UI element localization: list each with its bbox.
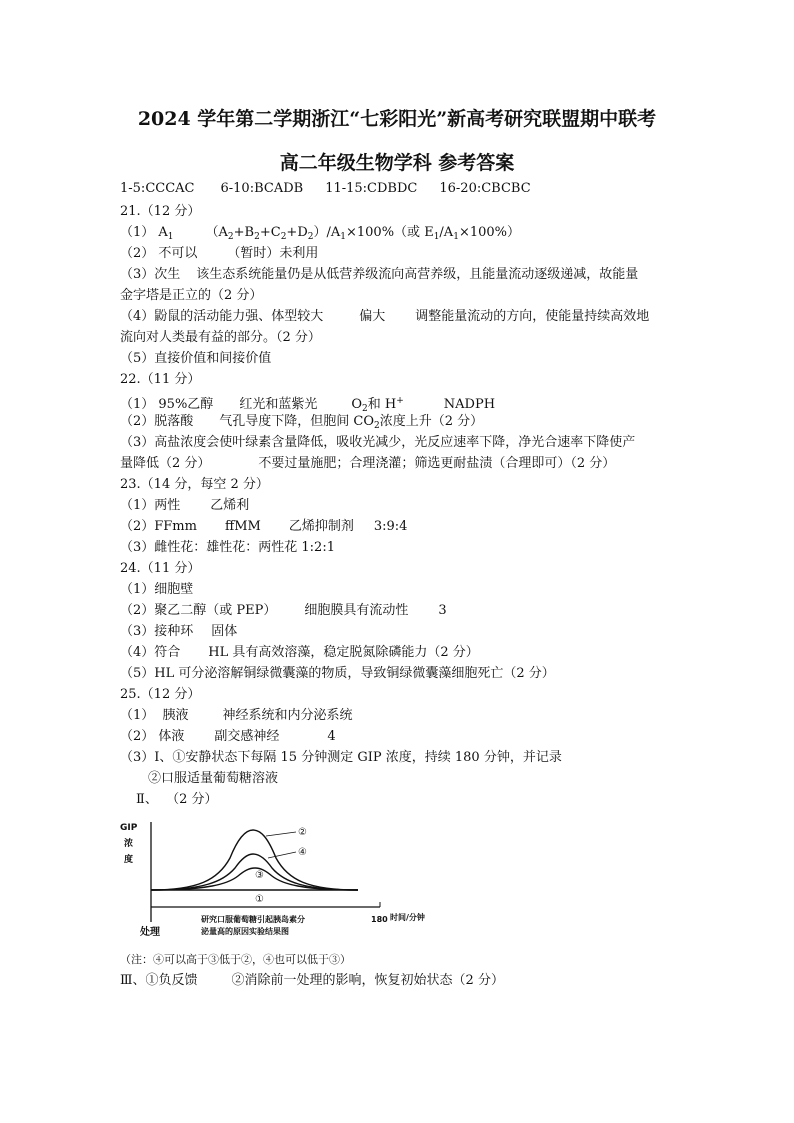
q25-line1: （1） 胰液 神经系统和内分泌系统 <box>120 708 353 723</box>
y-label-du: 度 <box>124 855 134 865</box>
q25-line4: ②口服适量葡萄糖溶液 <box>148 771 279 786</box>
q24-line4: （4）符合 HL 具有高效溶藻，稳定脱氮除磷能力（2 分） <box>120 645 479 660</box>
q22-line3-cont: 量降低（2 分） 不要过量施肥；合理浇灌；筛选更耐盐渍（合理即可）（2 分） <box>120 456 616 471</box>
choice-11-15: 11-15:CDBDC <box>325 181 418 196</box>
x-tick-label: 180 <box>371 915 388 924</box>
q22-head: 22.（11 分） <box>120 372 201 387</box>
q23-head: 23.（14 分，每空 2 分） <box>120 477 269 492</box>
leader-2 <box>266 832 296 836</box>
origin-label: 处理 <box>140 927 160 938</box>
q24-head: 24.（11 分） <box>120 561 201 576</box>
q24-line3: （3）接种环 固体 <box>120 624 238 639</box>
q21-line5: （5）直接价值和间接价值 <box>120 351 272 366</box>
q24-line1: （1）细胞壁 <box>120 582 194 597</box>
curve-label-3: ③ <box>255 870 264 881</box>
q21-line4-cont: 流向对人类最有益的部分。（2 分） <box>120 330 321 345</box>
q25-note: （注：④可以高于③低于②，④也可以低于③） <box>120 953 351 966</box>
curve-label-2: ② <box>298 827 307 838</box>
caption-line1: 研究口服葡萄糖引起胰岛素分 <box>201 915 305 924</box>
gip-chart <box>118 810 438 945</box>
q21-line1: （1） $A_1$ $(A_2+B_2+C_2+D_2)/A_1\times 100\%$（或 $E_1/A_1\times 100\%$） <box>120 225 520 242</box>
q25-line6: Ⅲ、①负反馈 ②消除前一处理的影响，恢复初始状态（2 分） <box>120 973 504 988</box>
q22-line3: （3）高盐浓度会使叶绿素含量降低，吸收光减少，光反应速率下降，净光合速率下降使产 <box>120 435 636 450</box>
q22-line2: （2）脱落酸 气孔导度下降，但胞间 $CO_2$浓度上升（2 分） <box>120 414 484 431</box>
q21-line3-cont: 金字塔是正立的（2 分） <box>120 288 263 303</box>
q23-line1: （1）两性 乙烯利 <box>120 498 250 513</box>
q25-line3: （3）Ⅰ、①安静状态下每隔 15 分钟测定 GIP 浓度，持续 180 分钟，并记录 <box>120 750 562 765</box>
q24-line5: （5）HL 可分泌溶解铜绿微囊藻的物质，导致铜绿微囊藻细胞死亡（2 分） <box>120 666 555 681</box>
curve-label-1: ① <box>255 894 264 905</box>
q23-line3: （3）雌性花：雄性花：两性花 1:2:1 <box>120 540 335 555</box>
q25-head: 25.（12 分） <box>120 687 201 702</box>
q21-head: 21.（12 分） <box>120 204 201 219</box>
choice-answers <box>120 180 531 198</box>
y-label-gip: GIP <box>120 823 138 833</box>
caption-line2: 泌量高的原因实验结果图 <box>201 927 289 936</box>
choice-6-10: 6-10:BCADB <box>220 181 304 196</box>
curve-2 <box>151 830 358 890</box>
q21-line2: （2） 不可以 （暂时）未利用 <box>120 246 319 261</box>
curve-label-4: ④ <box>298 847 307 858</box>
leader-4 <box>268 852 296 858</box>
q25-line5: Ⅱ、 （2 分） <box>136 792 218 807</box>
choice-1-5: 1-5:CCCAC <box>120 181 195 196</box>
q21-line4: （4）鼢鼠的活动能力强、体型较大 偏大 调整能量流动的方向，使能量持续高效地 <box>120 309 650 324</box>
q23-line2: （2）FFmm ffMM 乙烯抑制剂 3:9:4 <box>120 519 408 534</box>
page-subtitle: 高二年级生物学科 参考答案 <box>279 152 515 174</box>
x-axis-label: 时间/分钟 <box>390 913 425 922</box>
page-title: 2024 学年第二学期浙江“七彩阳光”新高考研究联盟期中联考 <box>137 108 657 130</box>
y-label-nong: 浓 <box>124 839 134 849</box>
q25-line2: （2） 体液 副交感神经 4 <box>120 729 336 744</box>
q22-line1: （1） 95%乙醇 红光和蓝紫光 $O_2$和 H+ NADPH <box>120 396 496 414</box>
q21-line3: （3）次生 该生态系统能量仍是从低营养级流向高营养级，且能量流动逐级递减，故能量 <box>120 267 639 282</box>
choice-16-20: 16-20:CBCBC <box>439 181 531 196</box>
q24-line2: （2）聚乙二醇（或 PEP） 细胞膜具有流动性 3 <box>120 603 447 618</box>
